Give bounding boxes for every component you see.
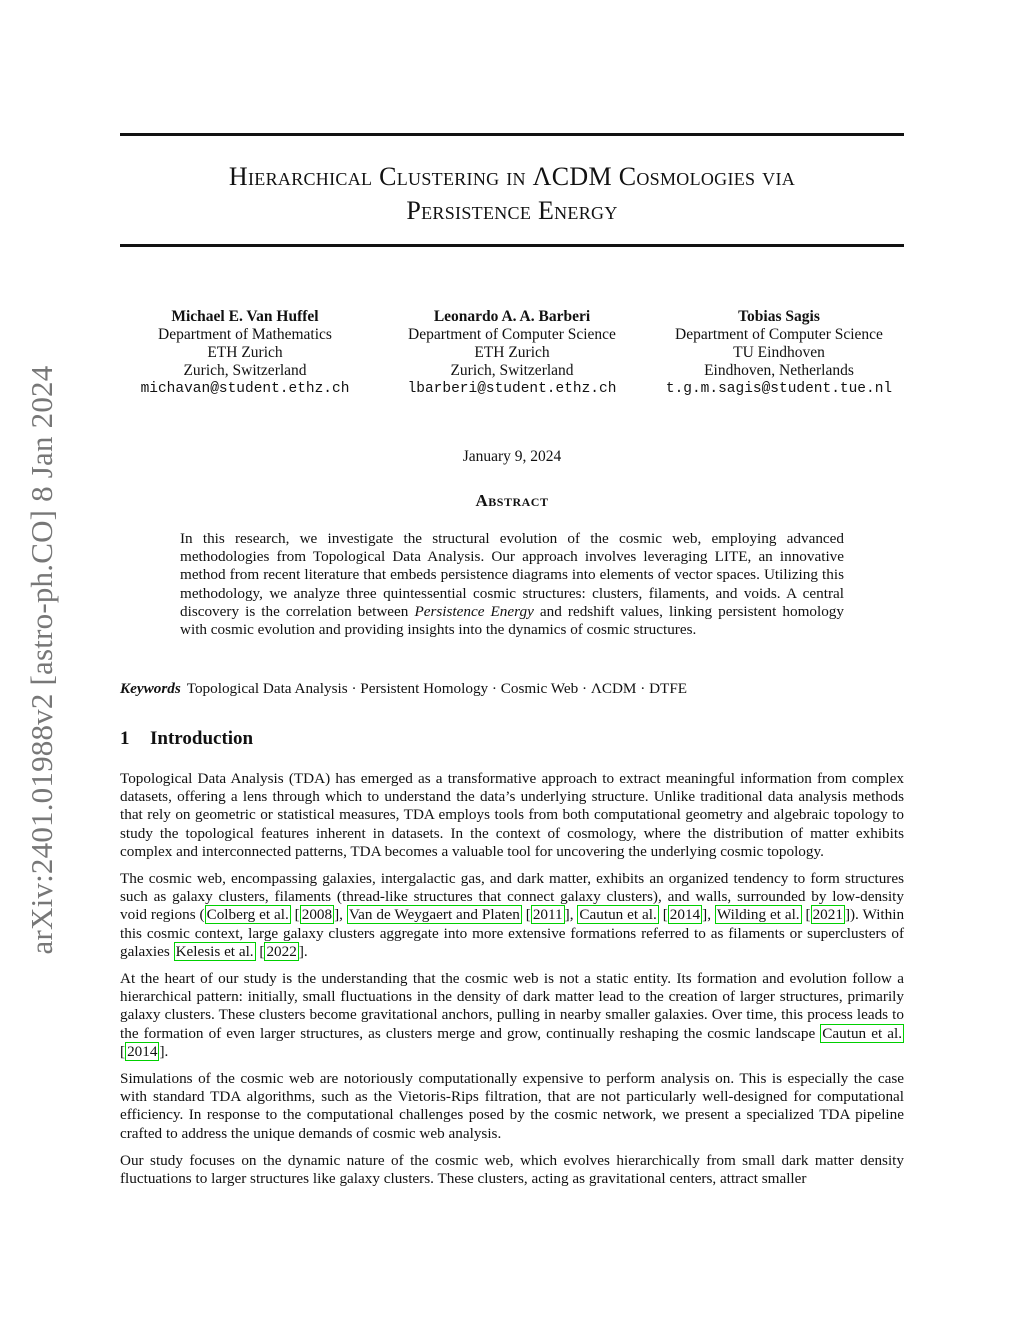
- author-name: Leonardo A. A. Barberi: [433, 308, 591, 325]
- author-1: [120, 308, 370, 398]
- author-email[interactable]: michavan@student.ethz.ch: [140, 381, 350, 397]
- citation-link[interactable]: Van de Weygaert and Platen: [348, 906, 520, 924]
- paragraph-3: At the heart of our study is the understanding that the cosmic web is not a static entity. Its formation and evolution follow a hierarchical pattern: initially, small fluctuations in the density of dark matter lead to the creation of larger structures, primarily galaxy clusters. These clusters become gravitational anchors, pulling in nearby smaller galaxies. Over time, this process leads to the formation of even larger structures, as clusters merge and grow, continually reshaping the cosmic landscape Cautun et al. [ 2014 ].: [120, 970, 904, 1060]
- paragraph-4: Simulations of the cosmic web are notoriously computationally expensive to perform analysis on. This is especially the case with standard TDA algorithms, such as the Vietoris-Rips filtration, that are not particularly well-designed for computational efficiency. In response to the computational challenges posed by the cosmic network, we present a specialized TDA pipeline crafted to address the unique demands of cosmic web analysis.: [120, 1070, 904, 1142]
- paragraph-text: .: [303, 942, 308, 960]
- citation-year-link[interactable]: 2021: [812, 906, 843, 924]
- paper-title-line-1: Hierarchical Clustering in ΛCDM Cosmologies via: [228, 162, 796, 191]
- section-number: 1: [120, 728, 130, 749]
- author-email[interactable]: lbarberi@student.ethz.ch: [407, 381, 617, 397]
- paragraph-text: ). Within this cosmic context, large galaxy clusters aggregate into more extensive formations referred to as filaments or superclusters of galaxies: [120, 906, 905, 960]
- paragraph-text: The cosmic web, encompassing galaxies, intergalactic gas, and dark matter, exhibits an organized tendency to form structures such as galaxy clusters, filaments (thread-like structures that connect galaxy clusters), and walls, surrounded by low-density void regions (: [120, 870, 904, 924]
- author-institution: ETH Zurich: [207, 344, 283, 361]
- citation-year-link[interactable]: 2022: [266, 942, 297, 960]
- paper-title: [120, 160, 904, 228]
- paragraph-text: At the heart of our study is the understanding that the cosmic web is not a static entity. Its formation and evolution follow a hierarchical pattern: initially, small fluctuations in the density of dark matter lead to the creation of larger structures, primarily galaxy clusters. These clusters become gravitational anchors, pulling in nearby smaller galaxies. Over time, this process leads to the formation of even larger structures, as clusters merge and grow, continually reshaping the cosmic landscape: [120, 970, 904, 1042]
- author-block: [120, 308, 904, 398]
- section-title: Introduction: [150, 728, 254, 749]
- title-rule-top: [120, 133, 904, 136]
- author-institution: TU Eindhoven: [733, 344, 825, 361]
- author-email[interactable]: t.g.m.sagis@student.tue.nl: [665, 381, 893, 397]
- author-name: Michael E. Van Huffel: [171, 308, 319, 325]
- author-3: [654, 308, 904, 398]
- author-location: Eindhoven, Netherlands: [704, 362, 854, 379]
- citation-year-link[interactable]: 2008: [301, 906, 333, 924]
- author-department: Department of Computer Science: [408, 326, 616, 343]
- author-location: Zurich, Switzerland: [183, 362, 307, 379]
- paragraph-2: The cosmic web, encompassing galaxies, intergalactic gas, and dark matter, exhibits an organized tendency to form structures such as galaxy clusters, filaments (thread-like structures that connect galaxy clusters), and walls, surrounded by low-density void regions ( Colberg et al. [ 2008 ], Van de Weygaert and Platen [ 2011 ], Cautun et al. [ 2014 ], Wilding et al. [ 2021 ]). Within this cosmic context, large galaxy clusters aggregate into more extensive formations referred to as filaments or superclusters of galaxies Kelesis et al. [ 2022 ].: [120, 870, 905, 960]
- citation-link[interactable]: Cautun et al.: [579, 906, 657, 924]
- author-name: Tobias Sagis: [738, 308, 820, 325]
- arxiv-sidebar: [22, 335, 62, 985]
- abstract-text-part: In this research, we investigate the structural evolution of the cosmic web, employing advanced methodologies from Topological Data Analysis. Our approach involves leveraging LITE, an innovative method from recent literature that embeds persistence diagrams into elements of vector spaces. Utilizing this methodology, we analyze three quintessential cosmic structures: clusters, filaments, and voids. A central discovery is the correlation between: [180, 530, 844, 620]
- author-2: [387, 308, 637, 398]
- paper-title-line-2: Persistence Energy: [406, 196, 618, 225]
- keywords-line: [120, 680, 904, 698]
- publication-date: January 9, 2024: [462, 448, 562, 465]
- introduction-body: [120, 770, 904, 1197]
- abstract-text: [180, 530, 844, 639]
- paragraph-1: Topological Data Analysis (TDA) has emerged as a transformative approach to extract meaningful information from complex datasets, offering a lens through which to understand the data’s underlying structure. Unlike traditional data analysis methods that rely on geometric or statistical measures, TDA employs tools from both computational geometry and algebraic topology to study the topological features inherent in datasets. In the context of cosmology, where the distribution of matter exhibits complex and interconnected patterns, TDA becomes a valuable tool for uncovering the underlying cosmic topology.: [120, 770, 904, 860]
- citation-link[interactable]: Colberg et al.: [206, 906, 289, 924]
- citation-link[interactable]: Cautun et al.: [822, 1024, 903, 1042]
- author-department: Department of Mathematics: [158, 326, 332, 343]
- author-department: Department of Computer Science: [675, 326, 883, 343]
- citation-link[interactable]: Kelesis et al.: [175, 942, 254, 960]
- section-heading-introduction: [120, 728, 253, 750]
- abstract-text-part: and redshift values, linking persistent homology with cosmic evolution and providing insights into the dynamics of cosmic structures.: [180, 602, 844, 639]
- paragraph-5: Our study focuses on the dynamic nature of the cosmic web, which evolves hierarchically from small dark matter density fluctuations to larger structures like galaxy clusters. These clusters, acting as gravitational centers, attract smaller: [120, 1151, 904, 1188]
- arxiv-identifier[interactable]: arXiv:2401.01988v2 [astro-ph.CO] 8 Jan 2024: [24, 365, 59, 955]
- citation-link[interactable]: Wilding et al.: [716, 906, 800, 924]
- title-rule-bottom: [120, 244, 904, 247]
- abstract-emphasis: Persistence Energy: [414, 602, 534, 620]
- abstract-heading: Abstract: [475, 491, 549, 510]
- author-location: Zurich, Switzerland: [450, 362, 574, 379]
- keywords-list: Topological Data Analysis · Persistent Homology · Cosmic Web · ΛCDM · DTFE: [186, 680, 688, 697]
- author-institution: ETH Zurich: [474, 344, 550, 361]
- citation-year-link[interactable]: 2011: [532, 906, 563, 924]
- citation-year-link[interactable]: 2014: [127, 1042, 158, 1060]
- keywords-label: Keywords: [120, 680, 181, 697]
- paragraph-text: .: [164, 1042, 169, 1060]
- citation-year-link[interactable]: 2014: [669, 906, 701, 924]
